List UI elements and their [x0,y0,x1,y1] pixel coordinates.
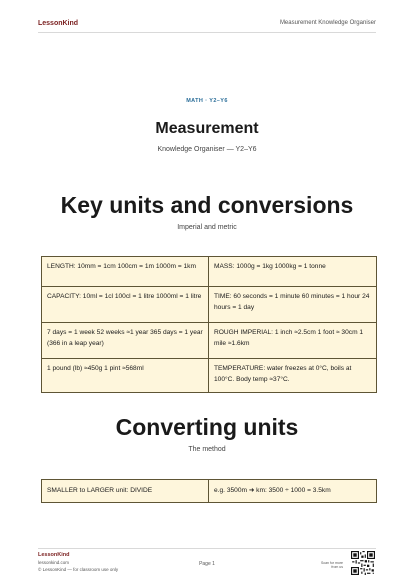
page-title: Measurement [155,120,259,137]
document-title: Measurement Knowledge Organiser [279,20,376,26]
table-cell: CAPACITY: 10ml = 1cl 100cl = 1 litre 1000ml = 1 litre [42,287,209,323]
table-cell: TEMPERATURE: water freezes at 0°C, boils at 100°C. Body temp ≈37°C. [214,365,352,383]
table-cell: MASS: 1000g = 1kg 1000kg = 1 tonne [209,257,376,287]
page-number: Page 1 [199,561,215,567]
top-bar [38,14,376,33]
section-title-converting: Converting units [115,414,299,440]
converting-table [41,479,377,503]
table-cell: ROUGH IMPERIAL: 1 inch ≈2.5cm 1 foot ≈ 30cm 1 mile ≈1.6km [209,323,376,359]
section-subtitle-converting: The method [188,446,226,453]
footer-brand[interactable]: LessonKind [38,552,70,558]
page-footer [38,548,376,577]
section-title-key-units: Key units and conversions [60,192,354,218]
qr-code-icon[interactable] [351,551,375,575]
table-cell: 1 pound (lb) ≈450g 1 pint ≈568ml [42,359,209,392]
subject-eyebrow: MATH · Y2–Y6 [186,98,228,104]
footer-copyright: © LessonKind — for classroom use only [38,567,119,572]
section-subtitle-key-units: Imperial and metric [177,224,237,231]
footer-site-link[interactable]: lessonkind.com [38,560,70,565]
table-cell: SMALLER to LARGER unit: DIVIDE [42,480,209,502]
scan-caption: Scan for more from us [321,561,343,569]
table-cell: TIME: 60 seconds = 1 minute 60 minutes = 1 hour 24 hours = 1 day [209,287,376,323]
table-cell: 7 days = 1 week 52 weeks ≈1 year 365 days = 1 year (366 in a leap year) [42,323,209,359]
table-cell: LENGTH: 10mm = 1cm 100cm = 1m 1000m = 1km [42,257,209,287]
brand-logo-text[interactable]: LessonKind [38,19,79,27]
table-cell: e.g. 3500m ➜ km: 3500 ÷ 1000 = 3.5km [214,487,331,494]
page-subtitle: Knowledge Organiser — Y2–Y6 [157,146,257,153]
key-units-table [41,256,377,393]
